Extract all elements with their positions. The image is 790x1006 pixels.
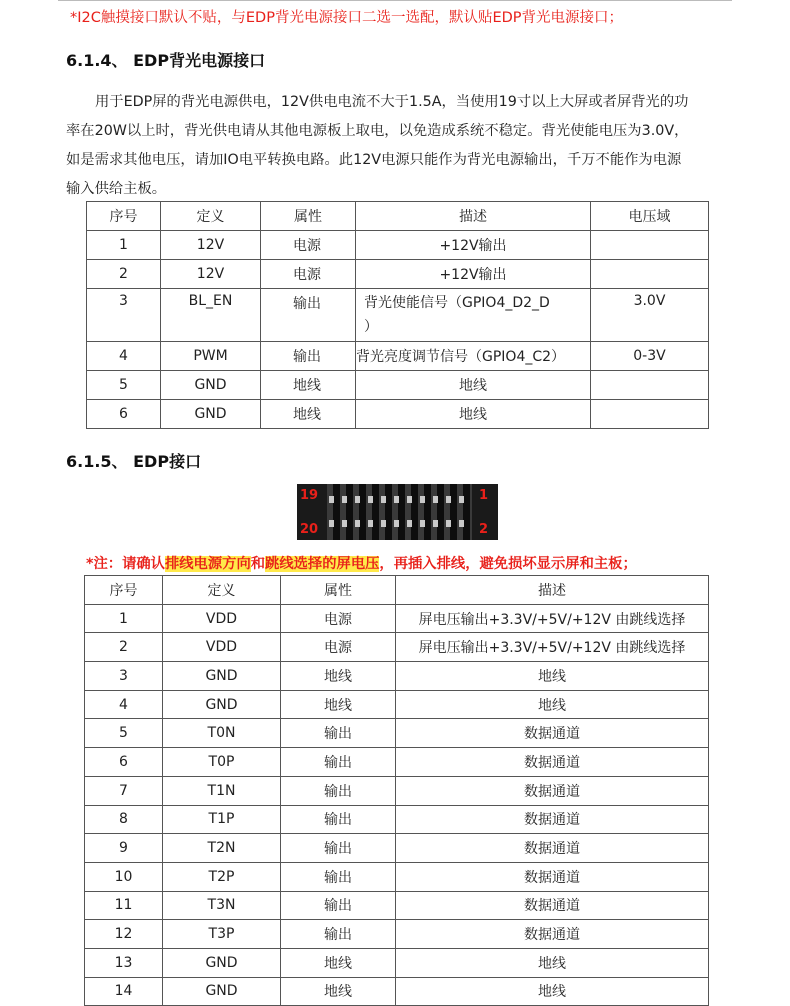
pin-attribute: 电源 bbox=[261, 260, 356, 289]
pin-attribute: 输出 bbox=[281, 920, 396, 949]
pin-number: 14 bbox=[85, 977, 163, 1006]
pin-definition: T1N bbox=[163, 776, 281, 805]
pin-number: 4 bbox=[85, 690, 163, 719]
pin-attribute: 输出 bbox=[281, 862, 396, 891]
pin-number: 5 bbox=[87, 371, 161, 400]
table-row bbox=[87, 289, 709, 342]
pin-number: 1 bbox=[87, 231, 161, 260]
pin-attribute: 地线 bbox=[281, 948, 396, 977]
pin-number: 3 bbox=[85, 662, 163, 691]
paragraph-line: 用于EDP屏的背光电源供电，12V供电电流不大于1.5A，当使用19寸以上大屏或者屏背光的功 bbox=[95, 94, 689, 110]
table-row bbox=[85, 719, 709, 748]
pin-attribute: 电源 bbox=[261, 231, 356, 260]
table-row bbox=[87, 231, 709, 260]
note-suffix: ，再插入排线，避免损坏显示屏和主板； bbox=[379, 556, 637, 572]
pin-description: 数据通道 bbox=[396, 748, 709, 777]
pin-definition: VDD bbox=[163, 633, 281, 662]
table-row bbox=[85, 748, 709, 777]
pin-description: 数据通道 bbox=[396, 805, 709, 834]
pin-voltage bbox=[591, 371, 709, 400]
pin-number: 11 bbox=[85, 891, 163, 920]
pin-attribute: 输出 bbox=[261, 289, 356, 342]
pin-definition: T3P bbox=[163, 920, 281, 949]
pin-description: 地线 bbox=[396, 690, 709, 719]
note-highlight-jumper-voltage: 跳线选择的屏电压 bbox=[265, 556, 380, 572]
pin-voltage bbox=[591, 260, 709, 289]
connector-label-1: 1 bbox=[478, 488, 488, 503]
pin-definition: 12V bbox=[161, 260, 261, 289]
edp-pin-table-body bbox=[85, 604, 709, 1006]
connector-pin-row-top bbox=[329, 496, 469, 503]
header-cell: 属性 bbox=[281, 576, 396, 605]
pin-number: 2 bbox=[85, 633, 163, 662]
pin-definition: GND bbox=[163, 977, 281, 1006]
table-row bbox=[87, 342, 709, 371]
pin-number: 7 bbox=[85, 776, 163, 805]
backlight-description-paragraph bbox=[66, 88, 734, 204]
pin-description: +12V输出 bbox=[356, 231, 591, 260]
pin-attribute: 输出 bbox=[281, 748, 396, 777]
pin-definition: GND bbox=[163, 948, 281, 977]
header-cell: 序号 bbox=[87, 202, 161, 231]
pin-attribute: 输出 bbox=[281, 834, 396, 863]
table-row bbox=[85, 662, 709, 691]
pin-description: 数据通道 bbox=[396, 862, 709, 891]
pin-definition: GND bbox=[163, 690, 281, 719]
pin-attribute: 输出 bbox=[281, 891, 396, 920]
pin-voltage bbox=[591, 231, 709, 260]
paragraph-line: 如是需求其他电压，请加IO电平转换电路。此12V电源只能作为背光电源输出，千万不能作为电源 bbox=[66, 152, 682, 168]
pin-definition: GND bbox=[161, 371, 261, 400]
pin-description: 地线 bbox=[356, 371, 591, 400]
backlight-pin-table bbox=[86, 201, 709, 429]
connector-pin-housing bbox=[327, 484, 472, 540]
pin-number: 13 bbox=[85, 948, 163, 977]
table-row bbox=[85, 690, 709, 719]
header-cell: 定义 bbox=[163, 576, 281, 605]
table-row bbox=[85, 862, 709, 891]
paragraph-line: 率在20W以上时，背光供电请从其他电源板上取电，以免造成系统不稳定。背光使能电压为3.0V， bbox=[66, 123, 689, 139]
pin-attribute: 输出 bbox=[281, 805, 396, 834]
connector-label-20: 20 bbox=[300, 522, 319, 537]
i2c-note: *I2C触摸接口默认不贴，与EDP背光电源接口二选一选配，默认贴EDP背光电源接口； bbox=[70, 10, 624, 26]
table-row bbox=[85, 920, 709, 949]
pin-definition: T2P bbox=[163, 862, 281, 891]
pin-description: 背光亮度调节信号（GPIO4_C2） bbox=[356, 342, 591, 371]
pin-voltage bbox=[591, 400, 709, 429]
table-row bbox=[85, 948, 709, 977]
table-row bbox=[87, 400, 709, 429]
pin-description: 地线 bbox=[396, 948, 709, 977]
pin-description: +12V输出 bbox=[356, 260, 591, 289]
table-row bbox=[85, 805, 709, 834]
header-cell: 属性 bbox=[261, 202, 356, 231]
pin-attribute: 地线 bbox=[281, 977, 396, 1006]
pin-number: 1 bbox=[85, 604, 163, 633]
pin-description: 地线 bbox=[396, 977, 709, 1006]
pin-description: 数据通道 bbox=[396, 891, 709, 920]
pin-attribute: 输出 bbox=[261, 342, 356, 371]
pin-number: 6 bbox=[85, 748, 163, 777]
pin-description: 地线 bbox=[356, 400, 591, 429]
pin-description: 屏电压输出+3.3V/+5V/+12V 由跳线选择 bbox=[396, 633, 709, 662]
pin-definition: T2N bbox=[163, 834, 281, 863]
pin-attribute: 地线 bbox=[281, 662, 396, 691]
pin-definition: 12V bbox=[161, 231, 261, 260]
pin-description: 背光使能信号（GPIO4_D2_D ） bbox=[356, 289, 591, 342]
pin-definition: T3N bbox=[163, 891, 281, 920]
pin-number: 8 bbox=[85, 805, 163, 834]
pin-definition: T0P bbox=[163, 748, 281, 777]
pin-attribute: 电源 bbox=[281, 633, 396, 662]
pin-description: 数据通道 bbox=[396, 719, 709, 748]
pin-definition: PWM bbox=[161, 342, 261, 371]
section-heading-edp-interface: 6.1.5、 EDP接口 bbox=[66, 452, 202, 471]
pin-description: 数据通道 bbox=[396, 920, 709, 949]
pin-definition: GND bbox=[163, 662, 281, 691]
pin-description: 地线 bbox=[396, 662, 709, 691]
paragraph-line: 输入供给主板。 bbox=[66, 181, 167, 197]
table-row bbox=[87, 260, 709, 289]
pin-number: 5 bbox=[85, 719, 163, 748]
pin-voltage: 0-3V bbox=[591, 342, 709, 371]
note-mid: 和 bbox=[250, 556, 266, 572]
pin-definition: VDD bbox=[163, 604, 281, 633]
edp-connector-photo bbox=[297, 484, 498, 540]
page-top-rule bbox=[58, 0, 732, 1]
pin-number: 3 bbox=[87, 289, 161, 342]
pin-attribute: 地线 bbox=[281, 690, 396, 719]
header-cell: 描述 bbox=[396, 576, 709, 605]
connector-label-19: 19 bbox=[300, 488, 319, 503]
pin-attribute: 输出 bbox=[281, 776, 396, 805]
pin-definition: GND bbox=[161, 400, 261, 429]
header-cell: 序号 bbox=[85, 576, 163, 605]
pin-attribute: 地线 bbox=[261, 371, 356, 400]
connector-label-2: 2 bbox=[478, 522, 488, 537]
section-heading-edp-backlight: 6.1.4、 EDP背光电源接口 bbox=[66, 51, 266, 70]
pin-attribute: 地线 bbox=[261, 400, 356, 429]
table-row bbox=[87, 371, 709, 400]
table-row bbox=[85, 604, 709, 633]
pin-definition: T1P bbox=[163, 805, 281, 834]
table-row bbox=[85, 891, 709, 920]
pin-number: 2 bbox=[87, 260, 161, 289]
pin-definition: BL_EN bbox=[161, 289, 261, 342]
header-cell: 电压域 bbox=[591, 202, 709, 231]
pin-attribute: 输出 bbox=[281, 719, 396, 748]
pin-attribute: 电源 bbox=[281, 604, 396, 633]
table-row bbox=[85, 776, 709, 805]
table-row bbox=[85, 834, 709, 863]
edp-pin-table bbox=[84, 575, 709, 1006]
table-header-row bbox=[87, 202, 709, 231]
note-highlight-cable-direction: 排线电源方向 bbox=[164, 556, 251, 572]
pin-voltage: 3.0V bbox=[591, 289, 709, 342]
header-cell: 定义 bbox=[161, 202, 261, 231]
pin-number: 10 bbox=[85, 862, 163, 891]
connector-pin-row-bottom bbox=[329, 520, 469, 527]
edp-warning-note bbox=[86, 553, 637, 573]
header-cell: 描述 bbox=[356, 202, 591, 231]
pin-number: 9 bbox=[85, 834, 163, 863]
pin-description: 数据通道 bbox=[396, 776, 709, 805]
table-header-row bbox=[85, 576, 709, 605]
table-row bbox=[85, 977, 709, 1006]
pin-number: 12 bbox=[85, 920, 163, 949]
pin-number: 4 bbox=[87, 342, 161, 371]
pin-description: 数据通道 bbox=[396, 834, 709, 863]
pin-number: 6 bbox=[87, 400, 161, 429]
table-row bbox=[85, 633, 709, 662]
note-prefix: *注：请确认 bbox=[86, 556, 165, 572]
pin-definition: T0N bbox=[163, 719, 281, 748]
pin-description: 屏电压输出+3.3V/+5V/+12V 由跳线选择 bbox=[396, 604, 709, 633]
